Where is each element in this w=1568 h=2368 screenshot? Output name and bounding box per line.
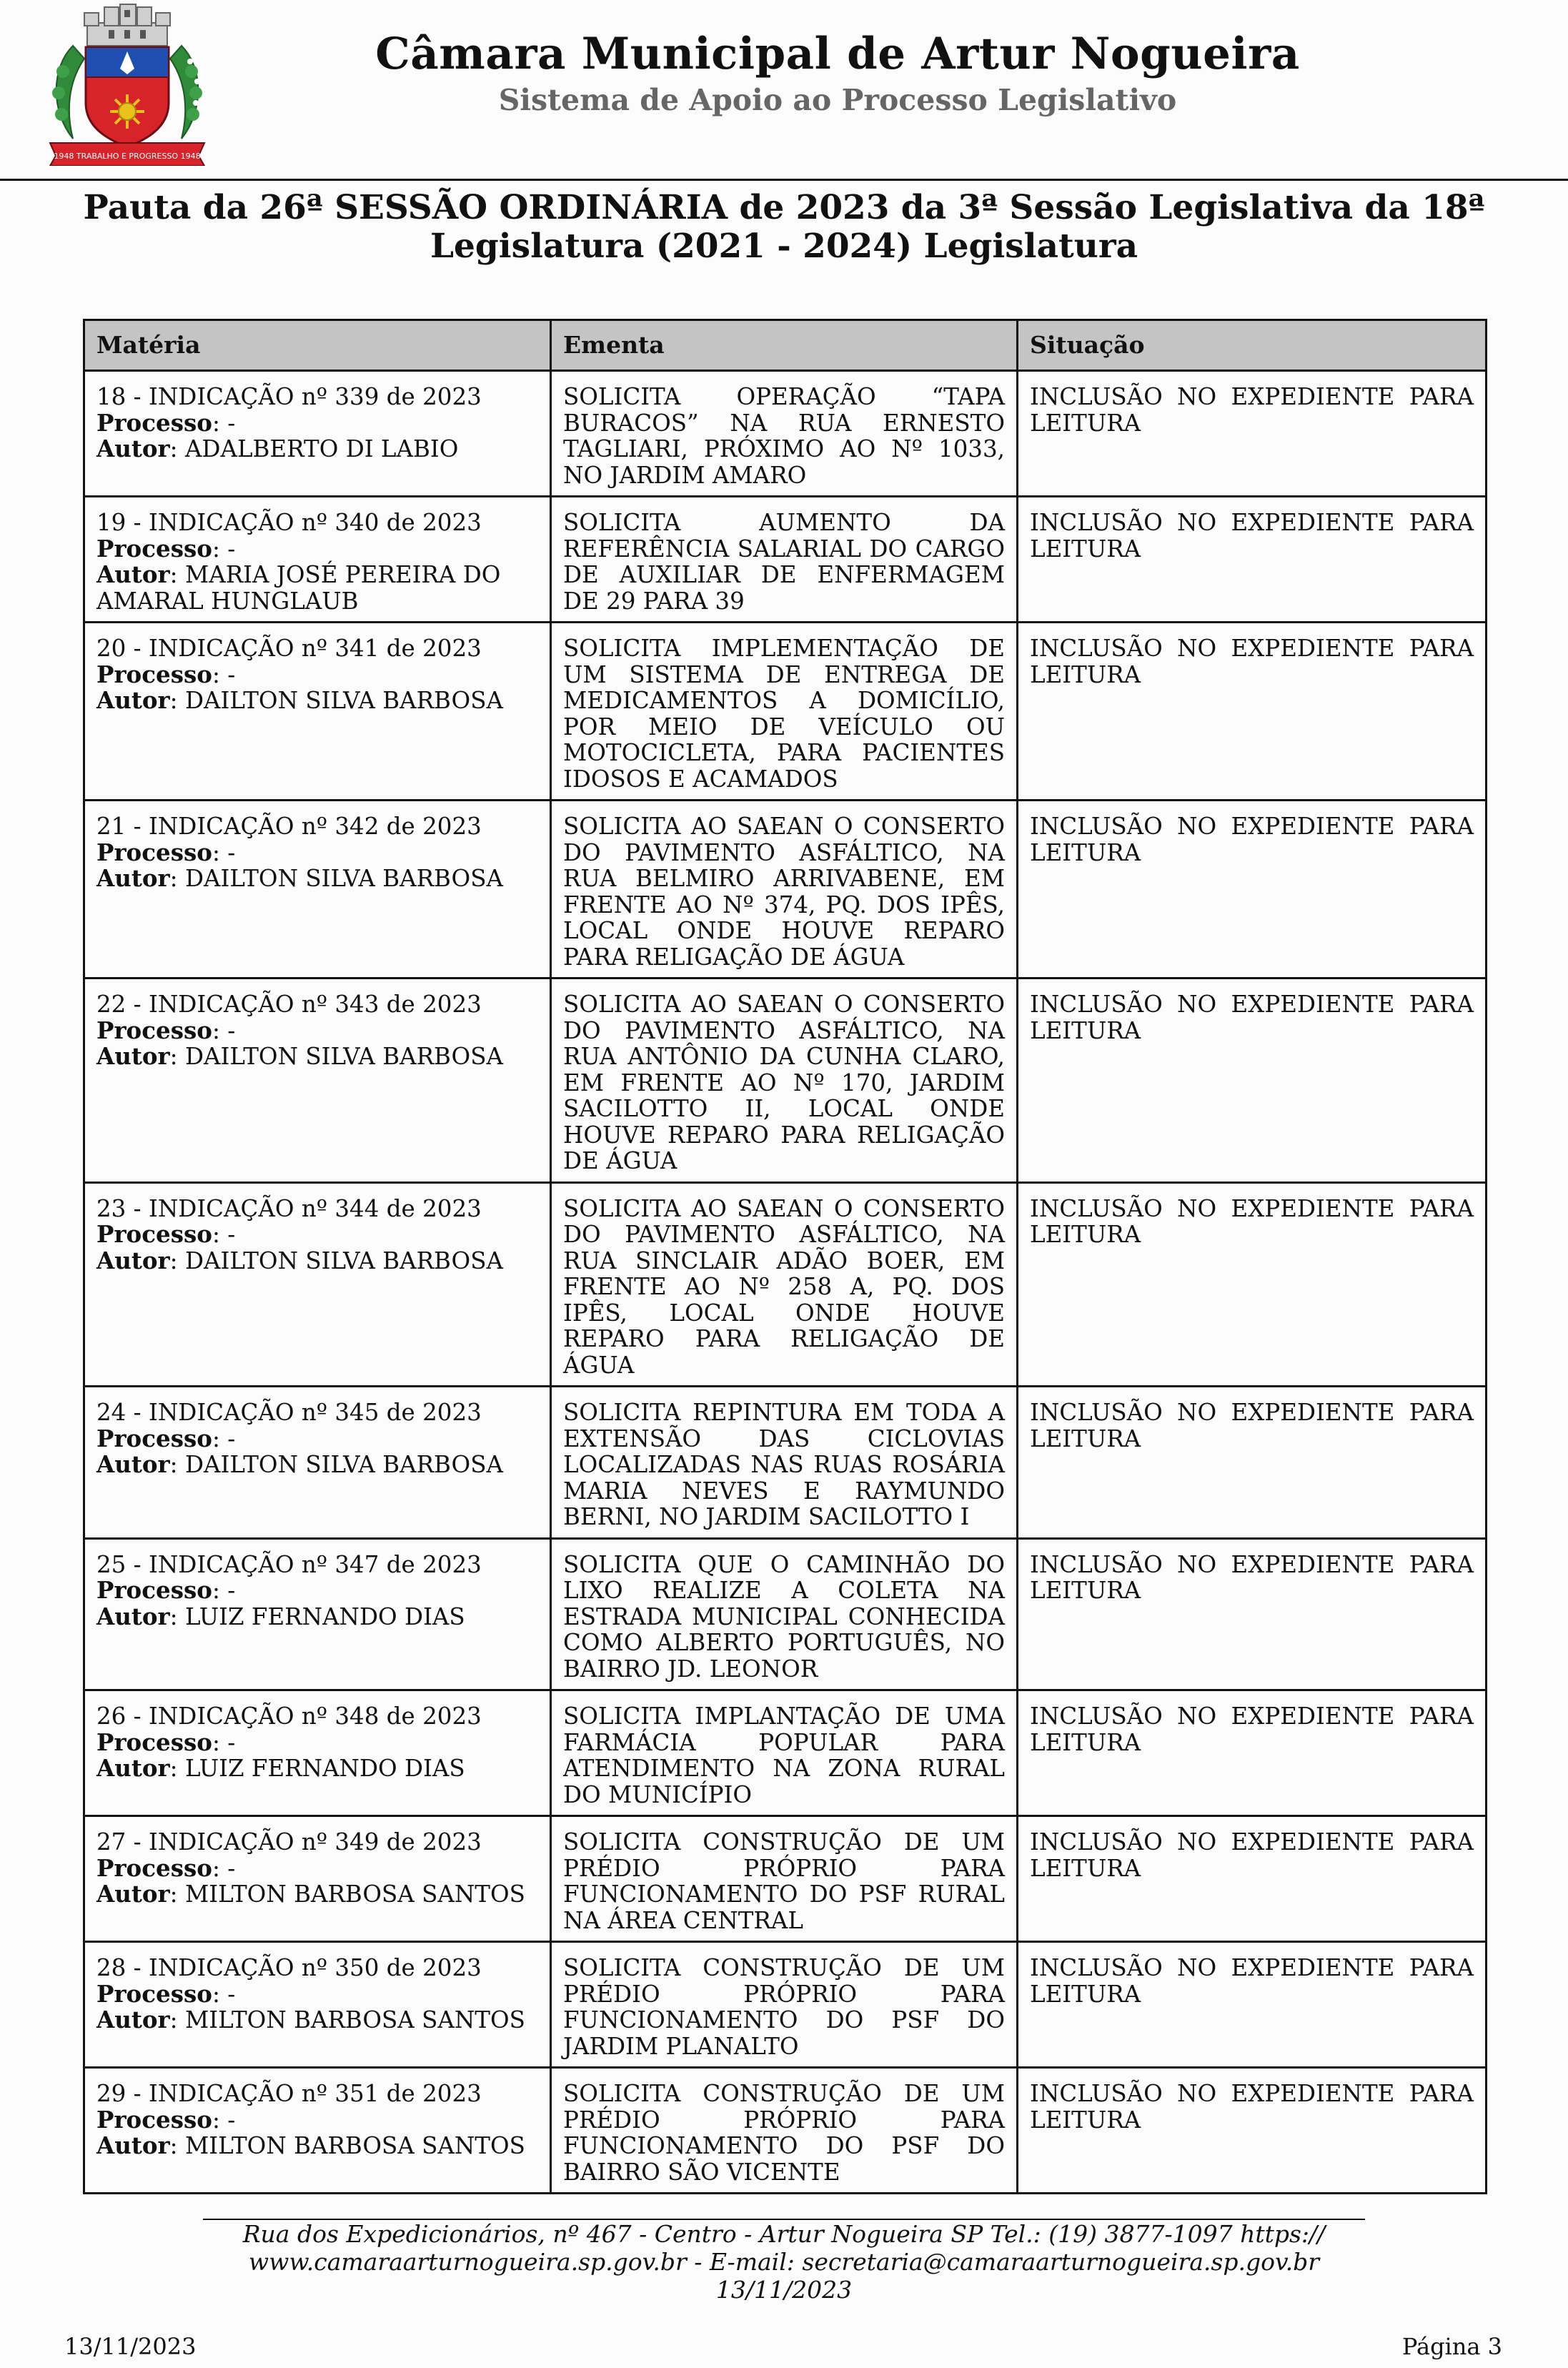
- materia-title: 27 - INDICAÇÃO nº 349 de 2023: [96, 1828, 482, 1856]
- materia-title: 19 - INDICAÇÃO nº 340 de 2023: [96, 509, 482, 536]
- autor-label: Autor: [96, 560, 170, 588]
- autor-label: Autor: [96, 1042, 170, 1070]
- autor-value: : DAILTON SILVA BARBOSA: [169, 1247, 503, 1274]
- autor-value: : MARIA JOSÉ PEREIRA DO AMARAL HUNGLAUB: [96, 561, 501, 615]
- header-divider: [0, 179, 1568, 181]
- materia-title: 24 - INDICAÇÃO nº 345 de 2023: [96, 1399, 482, 1426]
- table-row: [84, 1538, 1487, 1690]
- processo-line: [96, 1577, 538, 1604]
- processo-value: : -: [212, 1425, 236, 1452]
- situacao-cell: INCLUSÃO NO EXPEDIENTE PARA LEITURA: [1018, 979, 1487, 1183]
- materia-cell: [84, 497, 551, 623]
- autor-label: Autor: [96, 1880, 170, 1908]
- document-title: Pauta da 26ª SESSÃO ORDINÁRIA de 2023 da 3ª Sessão Legislativa da 18ª Legislatura (2021 - 2024) Legislatura: [83, 188, 1485, 266]
- table-row: [84, 1182, 1487, 1387]
- materia-title: 25 - INDICAÇÃO nº 347 de 2023: [96, 1550, 482, 1578]
- processo-label: Processo: [96, 838, 212, 866]
- situacao-cell: INCLUSÃO NO EXPEDIENTE PARA LEITURA: [1018, 1182, 1487, 1387]
- processo-label: Processo: [96, 2105, 212, 2134]
- autor-line: [96, 1604, 538, 1630]
- autor-label: Autor: [96, 1754, 170, 1782]
- processo-label: Processo: [96, 660, 212, 688]
- autor-label: Autor: [96, 864, 170, 892]
- table-row: [84, 801, 1487, 979]
- autor-value: : LUIZ FERNANDO DIAS: [169, 1602, 465, 1630]
- processo-value: : -: [212, 1016, 236, 1044]
- materia-cell: [84, 371, 551, 497]
- materia-title: 22 - INDICAÇÃO nº 343 de 2023: [96, 991, 482, 1018]
- processo-line: [96, 536, 538, 563]
- page-header: [0, 0, 1568, 179]
- ementa-cell: SOLICITA OPERAÇÃO “TAPA BURACOS” NA RUA ERNESTO TAGLIARI, PRÓXIMO AO Nº 1033, NO JARDIM AMARO: [551, 371, 1018, 497]
- autor-line: [96, 2133, 538, 2159]
- autor-line: [96, 1452, 538, 1478]
- processo-value: : -: [212, 1577, 236, 1604]
- autor-line: [96, 1248, 538, 1274]
- autor-label: Autor: [96, 1602, 170, 1630]
- processo-line: [96, 1730, 538, 1756]
- processo-value: : -: [212, 838, 236, 866]
- materia-cell: [84, 1538, 551, 1690]
- processo-label: Processo: [96, 1853, 212, 1882]
- materia-cell: [84, 979, 551, 1183]
- ementa-cell: SOLICITA REPINTURA EM TODA A EXTENSÃO DAS CICLOVIAS LOCALIZADAS NAS RUAS ROSÁRIA MARIA NEVES E RAYMUNDO BERNI, NO JARDIM SACILOTTO I: [551, 1387, 1018, 1539]
- autor-label: Autor: [96, 2131, 170, 2159]
- processo-value: : -: [212, 1854, 236, 1882]
- situacao-cell: INCLUSÃO NO EXPEDIENTE PARA LEITURA: [1018, 1538, 1487, 1690]
- situacao-cell: INCLUSÃO NO EXPEDIENTE PARA LEITURA: [1018, 623, 1487, 801]
- column-header-materia: Matéria: [84, 320, 551, 371]
- situacao-cell: INCLUSÃO NO EXPEDIENTE PARA LEITURA: [1018, 801, 1487, 979]
- materia-title: 23 - INDICAÇÃO nº 344 de 2023: [96, 1194, 482, 1222]
- agenda-table: [83, 319, 1487, 2194]
- materia-cell: [84, 1182, 551, 1387]
- processo-line: [96, 1853, 538, 1882]
- system-name: Sistema de Apoio ao Processo Legislativo: [498, 83, 1177, 117]
- autor-value: : DAILTON SILVA BARBOSA: [169, 687, 503, 714]
- print-date: 13/11/2023: [64, 2333, 197, 2360]
- processo-line: [96, 1018, 538, 1044]
- processo-label: Processo: [96, 1016, 212, 1044]
- autor-value: : LUIZ FERNANDO DIAS: [169, 1755, 465, 1782]
- situacao-cell: INCLUSÃO NO EXPEDIENTE PARA LEITURA: [1018, 497, 1487, 623]
- situacao-cell: INCLUSÃO NO EXPEDIENTE PARA LEITURA: [1018, 1816, 1487, 1942]
- processo-value: : -: [212, 660, 236, 688]
- table-row: [84, 497, 1487, 623]
- table-row: [84, 1816, 1487, 1942]
- page-number: Página 3: [1401, 2333, 1502, 2360]
- autor-label: Autor: [96, 686, 170, 714]
- autor-line: [96, 1755, 538, 1782]
- processo-value: : -: [212, 1728, 236, 1756]
- autor-line: [96, 688, 538, 714]
- ementa-cell: SOLICITA CONSTRUÇÃO DE UM PRÉDIO PRÓPRIO PARA FUNCIONAMENTO DO PSF RURAL NA ÁREA CENTRAL: [551, 1816, 1018, 1942]
- table-row: [84, 371, 1487, 497]
- autor-line: [96, 1881, 538, 1908]
- processo-line: [96, 410, 538, 437]
- processo-label: Processo: [96, 408, 212, 437]
- processo-value: : -: [212, 1980, 236, 2008]
- autor-value: : DAILTON SILVA BARBOSA: [169, 1451, 503, 1478]
- autor-label: Autor: [96, 1450, 170, 1478]
- table-row: [84, 623, 1487, 801]
- organization-name: Câmara Municipal de Artur Nogueira: [375, 29, 1300, 79]
- processo-line: [96, 2107, 538, 2134]
- processo-value: : -: [212, 2106, 236, 2134]
- ementa-cell: SOLICITA CONSTRUÇÃO DE UM PRÉDIO PRÓPRIO PARA FUNCIONAMENTO DO PSF DO JARDIM PLANALTO: [551, 1942, 1018, 2068]
- column-header-situacao: Situação: [1018, 320, 1487, 371]
- ementa-cell: SOLICITA AO SAEAN O CONSERTO DO PAVIMENTO ASFÁLTICO, NA RUA ANTÔNIO DA CUNHA CLARO, EM FRENTE AO Nº 170, JARDIM SACILOTTO II, LOCAL ONDE HOUVE REPARO PARA RELIGAÇÃO DE ÁGUA: [551, 979, 1018, 1183]
- table-row: [84, 1387, 1487, 1539]
- ementa-cell: SOLICITA CONSTRUÇÃO DE UM PRÉDIO PRÓPRIO PARA FUNCIONAMENTO DO PSF DO BAIRRO SÃO VICENTE: [551, 2068, 1018, 2194]
- autor-value: : DAILTON SILVA BARBOSA: [169, 865, 503, 892]
- column-header-ementa: Ementa: [551, 320, 1018, 371]
- situacao-cell: INCLUSÃO NO EXPEDIENTE PARA LEITURA: [1018, 371, 1487, 497]
- ementa-cell: SOLICITA QUE O CAMINHÃO DO LIXO REALIZE A COLETA NA ESTRADA MUNICIPAL CONHECIDA COMO ALBERTO PORTUGUÊS, NO BAIRRO JD. LEONOR: [551, 1538, 1018, 1690]
- processo-label: Processo: [96, 1220, 212, 1248]
- situacao-cell: INCLUSÃO NO EXPEDIENTE PARA LEITURA: [1018, 1942, 1487, 2068]
- table-header-row: [84, 320, 1487, 371]
- processo-value: : -: [212, 535, 236, 563]
- autor-label: Autor: [96, 435, 170, 462]
- footer-address: Rua dos Expedicionários, nº 467 - Centro - Artur Nogueira SP Tel.: (19) 3877-1097 https:// www.camaraarturnogueira.sp.gov.br - E-mail: secretaria@camaraarturnogueira.sp.gov.br 13/11/2023: [242, 2220, 1326, 2304]
- materia-cell: [84, 1816, 551, 1942]
- processo-line: [96, 1222, 538, 1248]
- ementa-cell: SOLICITA IMPLANTAÇÃO DE UMA FARMÁCIA POPULAR PARA ATENDIMENTO NA ZONA RURAL DO MUNICÍPIO: [551, 1690, 1018, 1816]
- materia-title: 21 - INDICAÇÃO nº 342 de 2023: [96, 813, 482, 840]
- ementa-cell: SOLICITA AO SAEAN O CONSERTO DO PAVIMENTO ASFÁLTICO, NA RUA SINCLAIR ADÃO BOER, EM FRENTE AO Nº 258 A, PQ. DOS IPÊS, LOCAL ONDE HOUVE REPARO PARA RELIGAÇÃO DE ÁGUA: [551, 1182, 1018, 1387]
- autor-value: : MILTON BARBOSA SANTOS: [169, 2006, 525, 2033]
- autor-line: [96, 1044, 538, 1070]
- materia-cell: [84, 1942, 551, 2068]
- processo-label: Processo: [96, 1979, 212, 2008]
- autor-label: Autor: [96, 1246, 170, 1274]
- materia-cell: [84, 1387, 551, 1539]
- materia-cell: [84, 2068, 551, 2194]
- autor-value: : MILTON BARBOSA SANTOS: [169, 1881, 525, 1908]
- processo-label: Processo: [96, 1728, 212, 1756]
- materia-title: 29 - INDICAÇÃO nº 351 de 2023: [96, 2080, 482, 2107]
- materia-title: 26 - INDICAÇÃO nº 348 de 2023: [96, 1703, 482, 1730]
- processo-value: : -: [212, 409, 236, 437]
- materia-cell: [84, 623, 551, 801]
- processo-value: : -: [212, 1221, 236, 1248]
- processo-line: [96, 1981, 538, 2008]
- table-row: [84, 1690, 1487, 1816]
- processo-line: [96, 840, 538, 866]
- autor-value: : DAILTON SILVA BARBOSA: [169, 1043, 503, 1070]
- table-row: [84, 2068, 1487, 2194]
- situacao-cell: INCLUSÃO NO EXPEDIENTE PARA LEITURA: [1018, 2068, 1487, 2194]
- ementa-cell: SOLICITA AUMENTO DA REFERÊNCIA SALARIAL DO CARGO DE AUXILIAR DE ENFERMAGEM DE 29 PARA 39: [551, 497, 1018, 623]
- autor-value: : ADALBERTO DI LABIO: [169, 435, 459, 462]
- ementa-cell: SOLICITA IMPLEMENTAÇÃO DE UM SISTEMA DE ENTREGA DE MEDICAMENTOS A DOMICÍLIO, POR MEIO DE VEÍCULO OU MOTOCICLETA, PARA PACIENTES IDOSOS E ACAMADOS: [551, 623, 1018, 801]
- processo-line: [96, 1426, 538, 1452]
- autor-line: [96, 866, 538, 892]
- processo-line: [96, 662, 538, 688]
- materia-cell: [84, 1690, 551, 1816]
- materia-cell: [84, 801, 551, 979]
- autor-line: [96, 562, 538, 614]
- autor-label: Autor: [96, 2006, 170, 2033]
- materia-title: 20 - INDICAÇÃO nº 341 de 2023: [96, 635, 482, 662]
- table-row: [84, 1942, 1487, 2068]
- processo-label: Processo: [96, 1576, 212, 1604]
- processo-label: Processo: [96, 1424, 212, 1452]
- ementa-cell: SOLICITA AO SAEAN O CONSERTO DO PAVIMENTO ASFÁLTICO, NA RUA BELMIRO ARRIVABENE, EM FRENTE AO Nº 374, PQ. DOS IPÊS, LOCAL ONDE HOUVE REPARO PARA RELIGAÇÃO DE ÁGUA: [551, 801, 1018, 979]
- svg-text:1948 TRABALHO E PROGRESSO 1948: 1948 TRABALHO E PROGRESSO 1948: [54, 152, 201, 161]
- processo-label: Processo: [96, 534, 212, 563]
- autor-line: [96, 436, 538, 462]
- autor-value: : MILTON BARBOSA SANTOS: [169, 2132, 525, 2159]
- situacao-cell: INCLUSÃO NO EXPEDIENTE PARA LEITURA: [1018, 1690, 1487, 1816]
- situacao-cell: INCLUSÃO NO EXPEDIENTE PARA LEITURA: [1018, 1387, 1487, 1539]
- materia-title: 18 - INDICAÇÃO nº 339 de 2023: [96, 383, 482, 410]
- materia-title: 28 - INDICAÇÃO nº 350 de 2023: [96, 1954, 482, 1981]
- autor-line: [96, 2007, 538, 2033]
- table-row: [84, 979, 1487, 1183]
